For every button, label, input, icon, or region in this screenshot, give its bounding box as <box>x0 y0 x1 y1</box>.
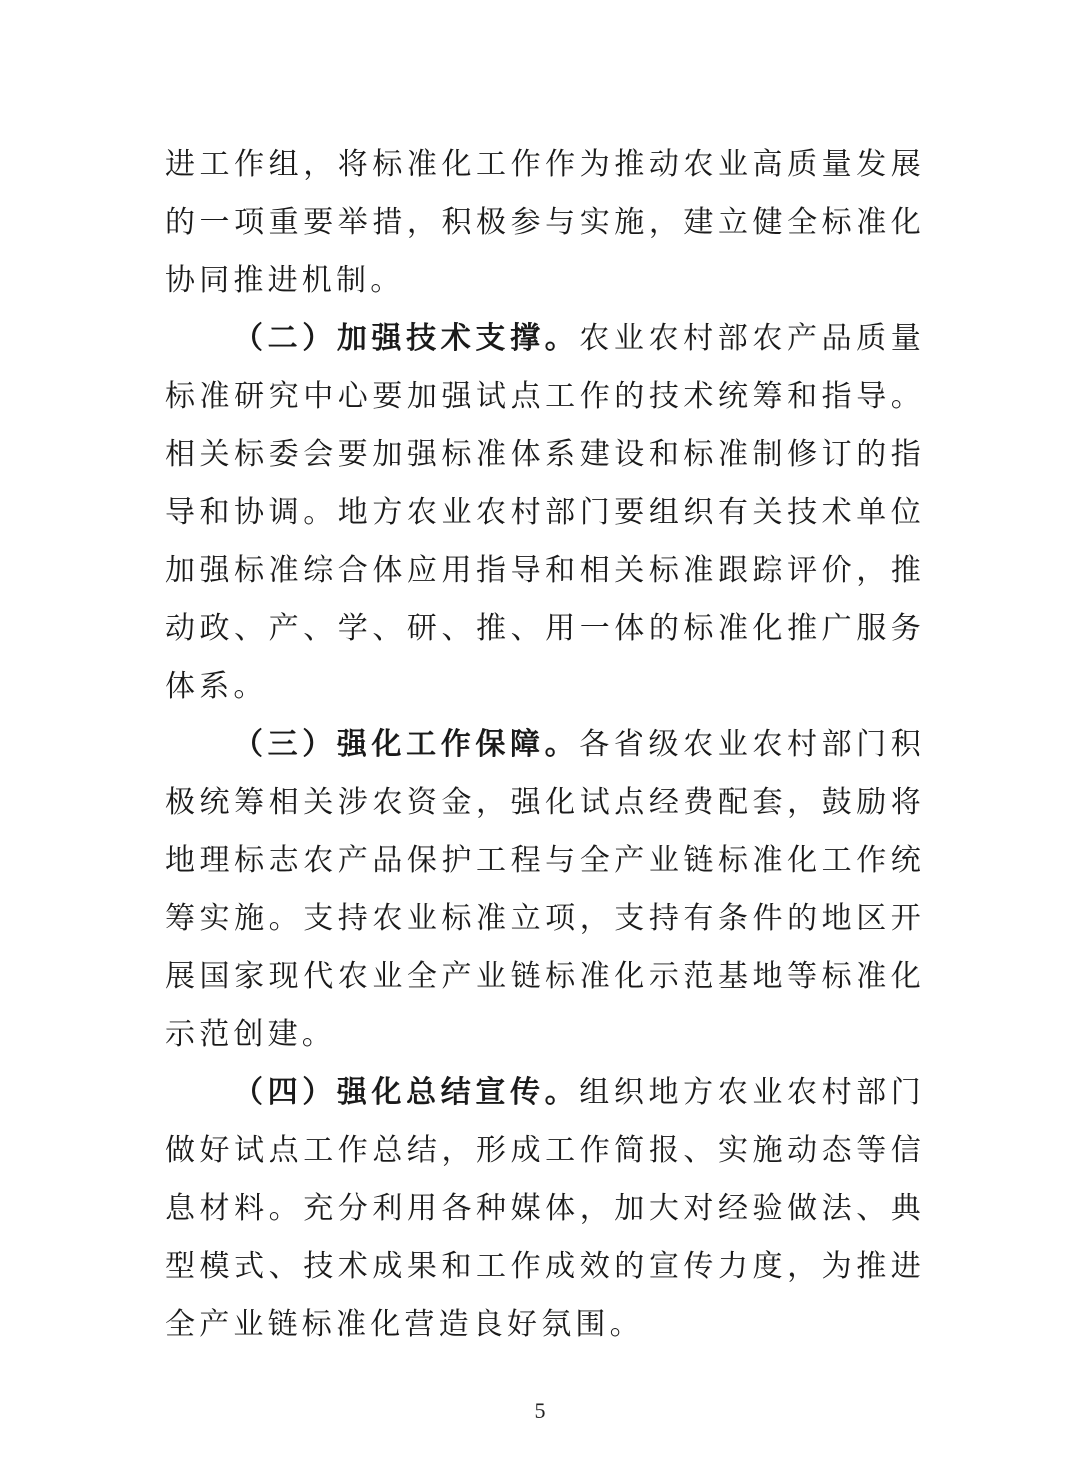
section-heading: （二）加强技术支撑。 <box>233 321 580 356</box>
paragraph-technical-support <box>165 310 925 716</box>
section-heading: （四）强化总结宣传。 <box>233 1075 580 1110</box>
document-body <box>165 136 925 1354</box>
page-number: 5 <box>534 1398 546 1423</box>
paragraph-continuation <box>165 136 925 310</box>
paragraph-body: 农业农村部农产品质量标准研究中心要加强试点工作的技术统筹和指导。相关标委会要加强标准体系建设和标准制修订的指导和协调。地方农业农村部门要组织有关技术单位加强标准综合体应用指导和相关标准跟踪评价，推动政、产、学、研、推、用一体的标准化推广服务体系。 <box>165 321 926 704</box>
paragraph-body: 组织地方农业农村部门做好试点工作总结，形成工作简报、实施动态等信息材料。充分利用各种媒体，加大对经验做法、典型模式、技术成果和工作成效的宣传力度，为推进全产业链标准化营造良好氛围。 <box>165 1075 926 1342</box>
paragraph-summary-publicity <box>165 1064 925 1354</box>
section-heading: （三）强化工作保障。 <box>233 727 580 762</box>
paragraph-body: 进工作组，将标准化工作作为推动农业高质量发展的一项重要举措，积极参与实施，建立健全标准化协同推进机制。 <box>165 147 925 298</box>
paragraph-body: 各省级农业农村部门积极统筹相关涉农资金，强化试点经费配套，鼓励将地理标志农产品保护工程与全产业链标准化工作统筹实施。支持农业标准立项，支持有条件的地区开展国家现代农业全产业链标准化示范基地等标准化示范创建。 <box>165 727 926 1052</box>
paragraph-work-guarantee <box>165 716 925 1064</box>
